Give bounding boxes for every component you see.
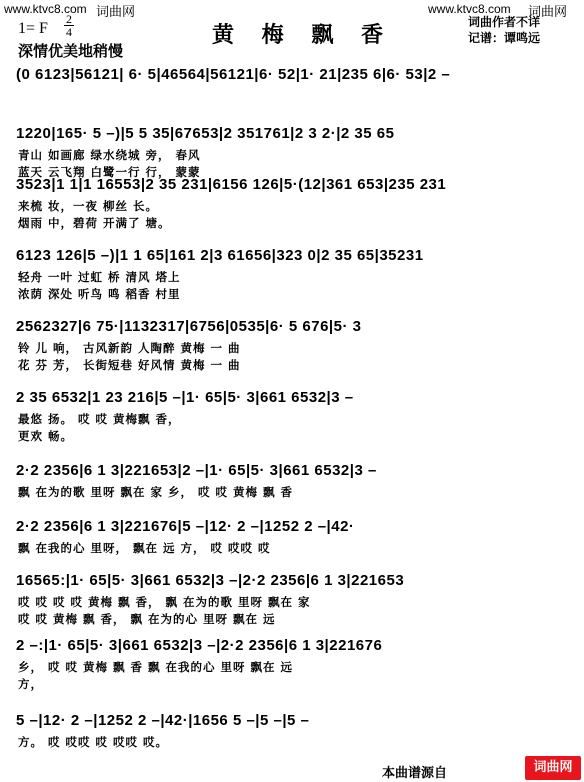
lyric-line: 方， [18, 677, 43, 691]
lyric-line: 花 芬 芳， 长街短巷 好风情 黄梅 一 曲 [18, 358, 241, 372]
notation-row: 5 –|12· 2 –|1252 2 –|42·|1656 5 –|5 –|5 – [16, 712, 310, 729]
lyric-line: 乡， 哎 哎 黄梅 飘 香 飘 在我的心 里呀 飘在 远 [18, 660, 294, 674]
notation-row: 16565:|1· 65|5· 3|661 6532|3 –|2·2 2356|6 1 3|221653 [16, 572, 405, 589]
source-text: 本曲谱源自 [382, 766, 448, 781]
lyric-line: 最悠 扬。 哎 哎 黄梅飘 香， [18, 412, 181, 426]
watermark-url-top-right: www.ktvc8.com [428, 2, 511, 16]
lyric-line: 铃 儿 响， 古风新韵 人陶醉 黄梅 一 曲 [18, 341, 241, 355]
notation-row: 2 35 6532|1 23 216|5 –|1· 65|5· 3|661 6532|3 – [16, 389, 354, 406]
time-signature-top: 2 [66, 12, 72, 26]
time-signature [64, 13, 74, 38]
notation-row: 1220|165· 5 –)|5 5 35|67653|2 351761|2 3 2·|2 35 65 [16, 125, 395, 142]
watermark-cn-top-left: 词曲网 [96, 5, 136, 20]
lyric-line: 青山 如画廊 绿水绕城 旁， 春风 [18, 148, 201, 162]
notation-row: 2·2 2356|6 1 3|221676|5 –|12· 2 –|1252 2 –|42· [16, 518, 355, 535]
lyric-line: 飘 在为的歌 里呀 飘在 家 乡， 哎 哎 黄梅 飘 香 [18, 485, 294, 499]
watermark-cn-top-right: 词曲网 [528, 5, 568, 20]
credit-transcriber: 记谱：谭鸣远 [468, 31, 541, 45]
lyric-line: 浓荫 深处 听鸟 鸣 稻香 村里 [18, 287, 181, 301]
song-title: 黄 梅 飘 香 [212, 22, 393, 48]
lyric-line: 方。 哎 哎哎 哎 哎哎 哎。 [18, 735, 169, 749]
lyric-line: 蓝天 云飞翔 白鹭一行 行， 蒙蒙 [18, 165, 201, 179]
notation-row: 3523|1 1|1 16553|2 35 231|6156 126|5·(12|361 653|235 231 [16, 176, 447, 193]
lyric-line: 烟雨 中，碧荷 开满了 塘。 [18, 216, 171, 230]
lyric-line: 更欢 畅。 [18, 429, 74, 443]
time-signature-bottom: 4 [66, 25, 72, 39]
tempo-marking: 深情优美地稍慢 [18, 42, 124, 60]
lyric-line: 哎 哎 黄梅 飘 香， 飘 在为的心 里呀 飘在 远 [18, 612, 276, 626]
lyric-line: 飘 在我的心 里呀， 飘在 远 方， 哎 哎哎 哎 [18, 541, 271, 555]
notation-row: 2·2 2356|6 1 3|221653|2 –|1· 65|5· 3|661 6532|3 – [16, 462, 377, 479]
watermark-url-top-left: www.ktvc8.com [4, 2, 87, 16]
notation-row: 2562327|6 75·|1132317|6756|0535|6· 5 676|5· 3 [16, 318, 362, 335]
lyric-line: 来梳 妆，一夜 柳丝 长。 [18, 199, 159, 213]
credit-composer: 词曲作者不详 [468, 15, 541, 29]
notation-row: (0 6123|56121| 6· 5|46564|56121|6· 52|1· 21|235 6|6· 53|2 – [16, 66, 451, 83]
notation-row: 6123 126|5 –)|1 1 65|161 2|3 61656|323 0|2 35 65|35231 [16, 247, 424, 264]
notation-row: 2 –:|1· 65|5· 3|661 6532|3 –|2·2 2356|6 1 3|221676 [16, 637, 383, 654]
site-logo: 词曲网 [525, 756, 581, 780]
lyric-line: 轻舟 一叶 过虹 桥 清风 塔上 [18, 270, 181, 284]
key-signature: 1= F [18, 20, 48, 37]
lyric-line: 哎 哎 哎 哎 黄梅 飘 香， 飘 在为的歌 里呀 飘在 家 [18, 595, 311, 609]
